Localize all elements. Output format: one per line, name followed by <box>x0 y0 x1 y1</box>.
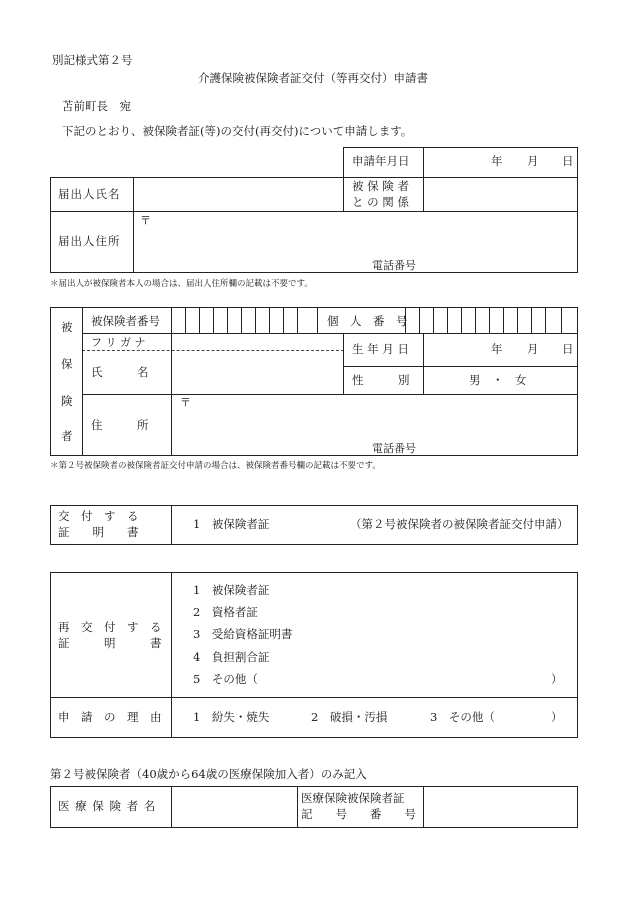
addressee: 苫前町長 宛 <box>62 99 131 113</box>
reissue-label-line2: 証 明 書 <box>58 636 162 650</box>
reissue-other-field[interactable] <box>265 671 545 689</box>
insured-name-label: 氏 名 <box>91 365 149 379</box>
birth-day-label: 日 <box>562 342 574 356</box>
birth-year-label: 年 <box>491 342 503 356</box>
reason-option-3[interactable]: 3 その他（ <box>430 710 495 724</box>
relation-field[interactable] <box>424 178 577 211</box>
applicant-note: ＊届出人が被保険者本人の場合は、届出人住所欄の記載は不要です。 <box>50 279 313 289</box>
insured-address-label: 住 所 <box>91 418 149 432</box>
form-number: 別記様式第２号 <box>52 53 133 67</box>
medical-card-label-line2: 記 号 番 号 <box>301 807 416 821</box>
reason-other-close: ） <box>551 710 563 724</box>
reason-option-2[interactable]: 2 破損・汚損 <box>311 710 388 724</box>
issue-label-line2: 証 明 書 <box>58 525 139 539</box>
birth-date-field[interactable] <box>424 334 484 366</box>
applicant-name-label: 届出人氏名 <box>58 187 121 201</box>
reissue-item-2[interactable]: 2 資格者証 <box>193 605 258 619</box>
insured-name-field[interactable] <box>172 351 343 394</box>
postal-mark: 〒 <box>140 214 151 227</box>
personal-number-field[interactable] <box>406 308 577 333</box>
reissue-label-line1: 再 交 付 す る <box>58 620 162 634</box>
issue-item[interactable]: 1 被保険者証 <box>193 517 270 531</box>
issue-label-line1: 交 付 す る <box>58 509 139 523</box>
reissue-item-3[interactable]: 3 受給資格証明書 <box>193 627 293 641</box>
reason-other-field[interactable] <box>500 708 548 726</box>
insured-phone-label: 電話番号 <box>372 442 416 455</box>
medical-card-number-field[interactable] <box>424 787 577 827</box>
applicant-phone-label: 電話番号 <box>372 259 416 272</box>
reissue-other-close: ） <box>551 672 563 686</box>
insured-side-char-4: 者 <box>61 429 73 443</box>
insured-postal-mark: 〒 <box>180 396 191 409</box>
date-day-label: 日 <box>562 154 574 168</box>
birth-month-label: 月 <box>527 342 539 356</box>
personal-number-label: 個 人 番 号 <box>327 314 408 328</box>
insured-side-char-2: 保 <box>61 357 73 371</box>
issue-item-note: （第２号被保険者の被保険者証交付申請） <box>350 517 569 531</box>
intro-text: 下記のとおり、被保険者証(等)の交付(再交付)について申請します。 <box>62 124 413 138</box>
insured-number-field[interactable] <box>172 308 317 333</box>
applicant-address-label: 届出人住所 <box>58 234 121 248</box>
relation-label-line1: 被 保 険 者 <box>352 179 409 193</box>
furigana-field[interactable] <box>172 334 343 350</box>
insured-address-field[interactable] <box>172 395 577 455</box>
reason-label: 申 請 の 理 由 <box>58 710 162 724</box>
medical-heading: 第２号被保険者（40歳から64歳の医療保険加入者）のみ記入 <box>50 767 367 781</box>
reissue-item-5[interactable]: 5 その他（ <box>193 672 258 686</box>
date-year-label: 年 <box>491 154 503 168</box>
insured-note: ＊第２号被保険者の被保険者証交付申請の場合は、被保険者番号欄の記載は不要です。 <box>50 461 381 471</box>
insured-side-char-1: 被 <box>61 320 73 334</box>
page-title: 介護保険被保険者証交付（等再交付）申請書 <box>198 71 428 85</box>
reissue-item-4[interactable]: 4 負担割合証 <box>193 650 270 664</box>
applicant-address-field[interactable] <box>134 212 577 272</box>
insured-number-label: 被保険者番号 <box>91 314 160 328</box>
sex-label: 性 別 <box>352 373 410 387</box>
date-month-label: 月 <box>527 154 539 168</box>
application-date-label: 申請年月日 <box>352 154 410 168</box>
birth-date-label: 生 年 月 日 <box>352 342 409 356</box>
furigana-label: フ リ ガ ナ <box>91 336 146 349</box>
sex-options[interactable]: 男 ・ 女 <box>469 373 527 387</box>
insured-side-char-3: 険 <box>61 394 73 408</box>
reissue-item-1[interactable]: 1 被保険者証 <box>193 583 270 597</box>
application-date-field[interactable] <box>424 148 484 177</box>
medical-card-label-line1: 医療保険被保険者証 <box>301 791 405 805</box>
reason-option-1[interactable]: 1 紛失・焼失 <box>193 710 270 724</box>
relation-label-line2: と の 関 係 <box>352 195 409 209</box>
medical-insurer-field[interactable] <box>172 787 297 827</box>
medical-insurer-label: 医 療 保 険 者 名 <box>58 799 157 813</box>
applicant-name-field[interactable] <box>134 178 343 211</box>
